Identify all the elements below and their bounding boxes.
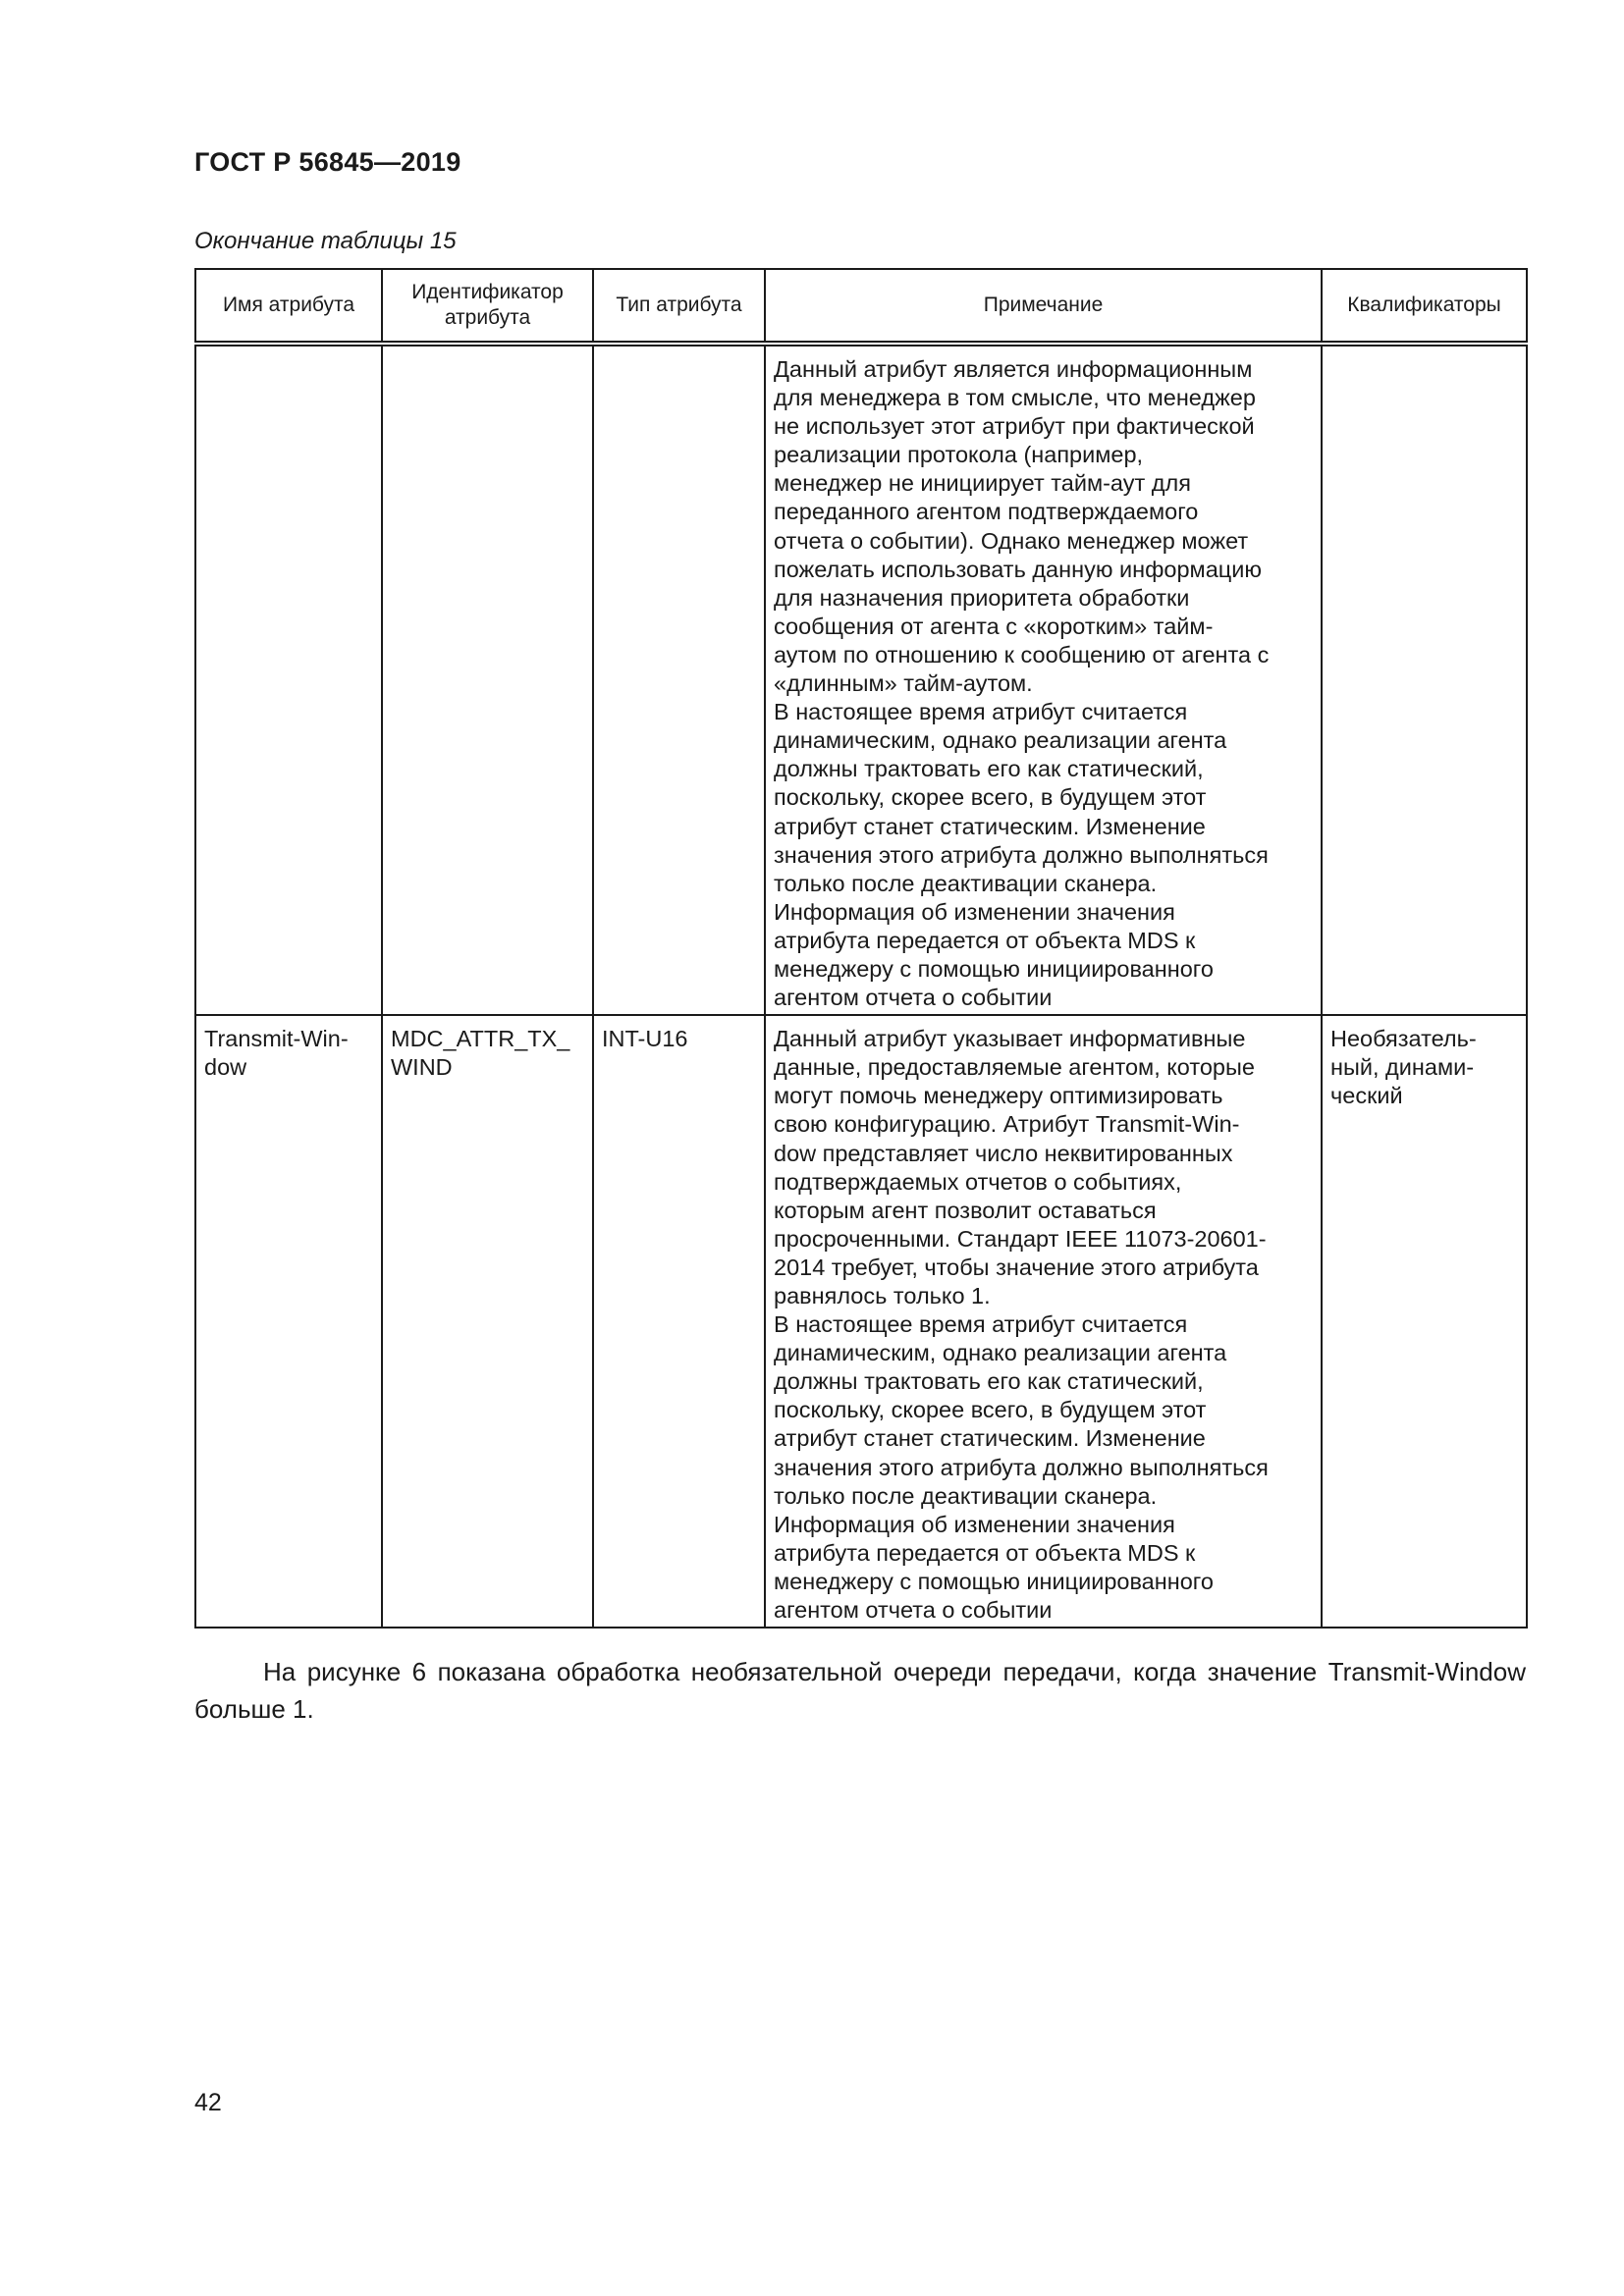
column-header-name: Имя атрибута <box>195 269 382 344</box>
text-line: переданного агентом подтверждаемого <box>774 499 1199 525</box>
text-line: пожелать использовать данную информацию <box>774 556 1262 582</box>
table-header-row <box>195 269 1527 344</box>
text-line: только после деактивации сканера. <box>774 870 1158 896</box>
cell-name <box>195 344 382 1015</box>
cell-note <box>765 1015 1322 1628</box>
text-line: равнялось только 1. <box>774 1283 991 1308</box>
text-line: просроченными. Стандарт IEEE 11073-20601- <box>774 1225 1267 1252</box>
text-line: В настоящее время атрибут считается <box>774 1311 1188 1338</box>
cell-qualifiers <box>1322 344 1527 1015</box>
text-line: ческий <box>1330 1083 1403 1109</box>
text-line: динамическим, однако реализации агента <box>774 727 1227 754</box>
text-line: dow <box>204 1054 247 1081</box>
text-line: свою конфигурацию. Атрибут Transmit-Win- <box>774 1111 1240 1138</box>
text-line: только после деактивации сканера. <box>774 1482 1158 1509</box>
text-line: Данный атрибут указывает информативные <box>774 1026 1246 1052</box>
table-row <box>195 1015 1527 1628</box>
column-header-note: Примечание <box>765 269 1322 344</box>
text-line: отчета о событии). Однако менеджер может <box>774 527 1249 554</box>
text-line: должны трактовать его как статический, <box>774 756 1204 782</box>
text-line: атрибут станет статическим. Изменение <box>774 1425 1206 1452</box>
text-line: менеджер не инициирует тайм-аут для <box>774 470 1191 497</box>
attributes-table <box>194 268 1528 1629</box>
text-line: менеджеру с помощью инициированного <box>774 955 1214 982</box>
text-line: аутом по отношению к сообщению от агента с <box>774 641 1270 667</box>
text-line: значения этого атрибута должно выполняться <box>774 1454 1269 1480</box>
table-caption: Окончание таблицы 15 <box>194 228 457 254</box>
text-line: агентом отчета о событии <box>774 1597 1053 1624</box>
page-number: 42 <box>194 2089 222 2116</box>
column-header-qualifiers: Квалификаторы <box>1322 269 1527 344</box>
table-row <box>195 344 1527 1015</box>
text-line: Данный атрибут является информационным <box>774 356 1253 382</box>
text-line: Информация об изменении значения <box>774 898 1175 925</box>
cell-type: INT-U16 <box>593 1015 765 1628</box>
text-line: Transmit-Win- <box>204 1026 349 1052</box>
cell-type <box>593 344 765 1015</box>
text-line: 2014 требует, чтобы значение этого атрибута <box>774 1254 1259 1280</box>
text-line: для назначения приоритета обработки <box>774 584 1190 611</box>
text-line: динамическим, однако реализации агента <box>774 1340 1227 1366</box>
text-line: Необязатель- <box>1330 1026 1477 1052</box>
text-line: атрибута передается от объекта MDS к <box>774 927 1196 953</box>
text-line: для менеджера в том смысле, что менеджер <box>774 385 1256 411</box>
text-line: значения этого атрибута должно выполняться <box>774 841 1269 868</box>
text-line: менеджеру с помощью инициированного <box>774 1568 1214 1594</box>
text-line: данные, предоставляемые агентом, которые <box>774 1054 1255 1081</box>
text-line: поскольку, скорее всего, в будущем этот <box>774 1397 1207 1423</box>
cell-note <box>765 344 1322 1015</box>
text-line: dow представляет число неквитированных <box>774 1140 1233 1166</box>
cell-identifier <box>382 344 593 1015</box>
text-line: реализации протокола (например, <box>774 442 1144 468</box>
text-line: не использует этот атрибут при фактической <box>774 413 1255 440</box>
cell-name <box>195 1015 382 1628</box>
text-line: поскольку, скорее всего, в будущем этот <box>774 784 1207 811</box>
text-line: Информация об изменении значения <box>774 1511 1175 1537</box>
column-header-type: Тип атрибута <box>593 269 765 344</box>
text-line: агентом отчета о событии <box>774 985 1053 1011</box>
text-line: В настоящее время атрибут считается <box>774 699 1188 725</box>
text-line: сообщения от агента с «коротким» тайм- <box>774 613 1214 639</box>
text-line: подтверждаемых отчетов о событиях, <box>774 1168 1182 1195</box>
text-line: которым агент позволит оставаться <box>774 1197 1157 1223</box>
cell-qualifiers <box>1322 1015 1527 1628</box>
text-line: могут помочь менеджеру оптимизировать <box>774 1083 1223 1109</box>
body-paragraph: На рисунке 6 показана обработка необязательной очереди передачи, когда значение Transmit-Window больше 1. <box>194 1657 1526 1724</box>
document-header: ГОСТ Р 56845—2019 <box>194 147 461 177</box>
text-line: ный, динами- <box>1330 1054 1475 1081</box>
text-line: атрибута передается от объекта MDS к <box>774 1539 1196 1566</box>
text-line: должны трактовать его как статический, <box>774 1368 1204 1395</box>
column-header-identifier: Идентификатор атрибута <box>382 269 593 344</box>
text-line: «длинным» тайм-аутом. <box>774 670 1033 697</box>
text-line: MDC_ATTR_TX_ <box>391 1026 570 1052</box>
text-line: атрибут станет статическим. Изменение <box>774 813 1206 839</box>
text-line: WIND <box>391 1054 453 1081</box>
cell-identifier <box>382 1015 593 1628</box>
